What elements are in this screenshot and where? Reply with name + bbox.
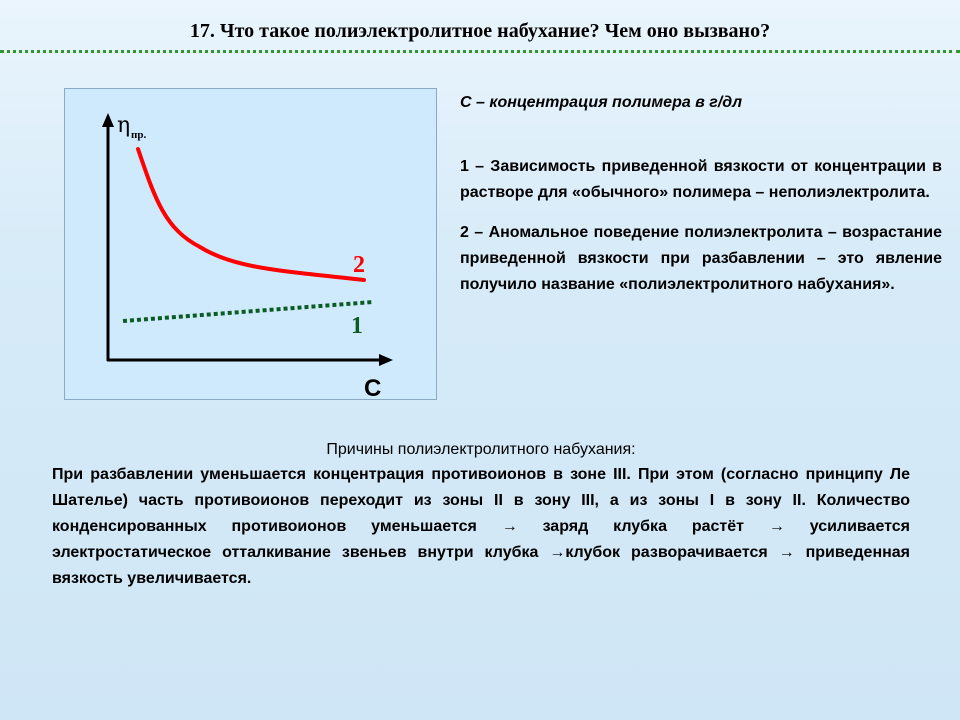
y-axis-arrow-icon: [102, 113, 114, 127]
x-axis-arrow-icon: [379, 354, 393, 366]
legend-item-2: 2 – Аномальное поведение полиэлектролита – возрастание приведенной вязкости при разбавлении – это явление получило название «полиэлектролитного набухания».: [460, 224, 942, 293]
legend-panel: [460, 90, 942, 312]
viscosity-graph: [64, 88, 437, 400]
y-axis-label: η: [117, 113, 131, 138]
graph-svg: [65, 89, 438, 401]
curve-1: [123, 302, 373, 321]
legend-item-1: 1 – Зависимость приведенной вязкости от концентрации в растворе для «обычного» полимера – неполиэлектролита.: [460, 158, 942, 201]
curve-1-label: 1: [351, 313, 363, 339]
causes-section: [52, 438, 910, 592]
title-divider: [0, 50, 960, 53]
causes-title: Причины полиэлектролитного набухания:: [326, 441, 636, 458]
concentration-definition: С – концентрация полимера в г/дл: [460, 94, 743, 111]
x-axis-label: С: [364, 375, 382, 401]
page-title: 17. Что такое полиэлектролитное набухание? Чем оно вызвано?: [189, 20, 771, 42]
curve-2-label: 2: [353, 252, 365, 278]
curve-2: [138, 149, 364, 280]
causes-text: При разбавлении уменьшается концентрация противоионов в зоне III. При этом (согласно принципу Ле Шателье) часть противоионов переходит из зоны II в зону III, а из зоны I в зону II. Количество конденсированных противоионов уменьшается → заряд клубка растёт → усиливается электростатическое отталкивание звеньев внутри клубка →клубок разворачивается → приведенная вязкость увеличивается.: [52, 466, 910, 587]
y-axis-label-subscript: пр.: [131, 129, 147, 141]
